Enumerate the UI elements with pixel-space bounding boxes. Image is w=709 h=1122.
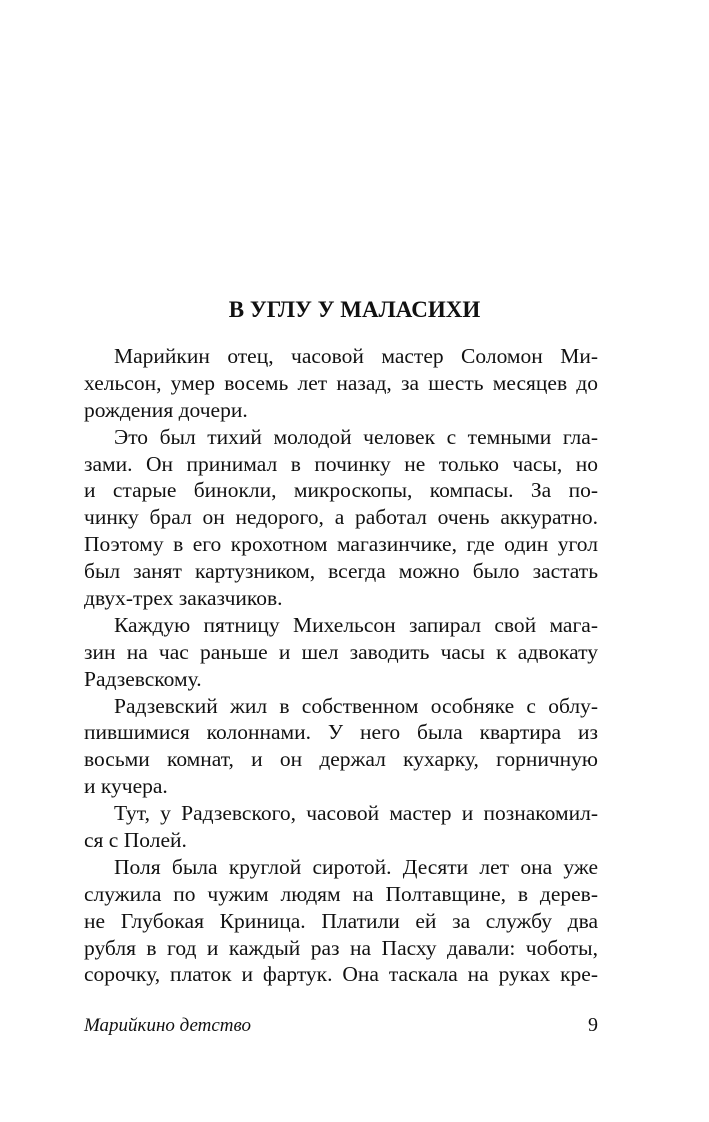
text-line: Поля была круглой сиротой. Десяти лет она уже	[114, 854, 598, 879]
text-line: Радзевскому.	[84, 666, 202, 691]
text-line: ся с Полей.	[84, 828, 187, 853]
text-line: восьми комнат, и он держал кухарку, горничную	[84, 747, 598, 772]
chapter-title: В УГЛУ У МАЛАСИХИ	[228, 297, 481, 322]
text-line: и старые бинокли, микроскопы, компасы. За по-	[84, 478, 598, 503]
text-line: рубля в год и каждый раз на Пасху давали: чоботы,	[84, 935, 598, 960]
text-line: зами. Он принимал в починку не только часы, но	[84, 451, 598, 476]
text-line: зин на час раньше и шел заводить часы к адвокату	[84, 639, 598, 664]
text-line: чинку брал он недорого, а работал очень аккуратно.	[84, 505, 598, 530]
text-line: и кучера.	[84, 774, 168, 799]
text-line: Поэтому в его крохотном магазинчике, где один угол	[84, 532, 598, 557]
text-line: двух-трех заказчиков.	[84, 586, 283, 611]
text-line: Это был тихий молодой человек с темными гла-	[114, 424, 598, 449]
text-line: был занят картузником, всегда можно было застать	[84, 559, 598, 584]
text-line: не Глубокая Криница. Платили ей за службу два	[84, 908, 598, 933]
text-line: служила по чужим людям на Полтавщине, в дерев-	[84, 881, 598, 906]
text-line: пившимися колоннами. У него была квартира из	[84, 720, 598, 745]
text-line: сорочку, платок и фартук. Она таскала на руках кре-	[84, 962, 598, 987]
chapter-text	[84, 343, 598, 988]
text-line: Марийкин отец, часовой мастер Соломон Ми-	[114, 344, 598, 368]
text-line: Тут, у Радзевского, часовой мастер и познакомил-	[114, 801, 598, 826]
page-number: 9	[588, 1014, 598, 1036]
text-line: Радзевский жил в собственном особняке с облу-	[114, 693, 598, 718]
text-line: Каждую пятницу Михельсон запирал свой мага-	[114, 612, 598, 637]
running-footer-title: Марийкино детство	[84, 1015, 252, 1036]
text-line: рождения дочери.	[84, 397, 248, 422]
text-line: хельсон, умер восемь лет назад, за шесть месяцев до	[84, 370, 598, 395]
